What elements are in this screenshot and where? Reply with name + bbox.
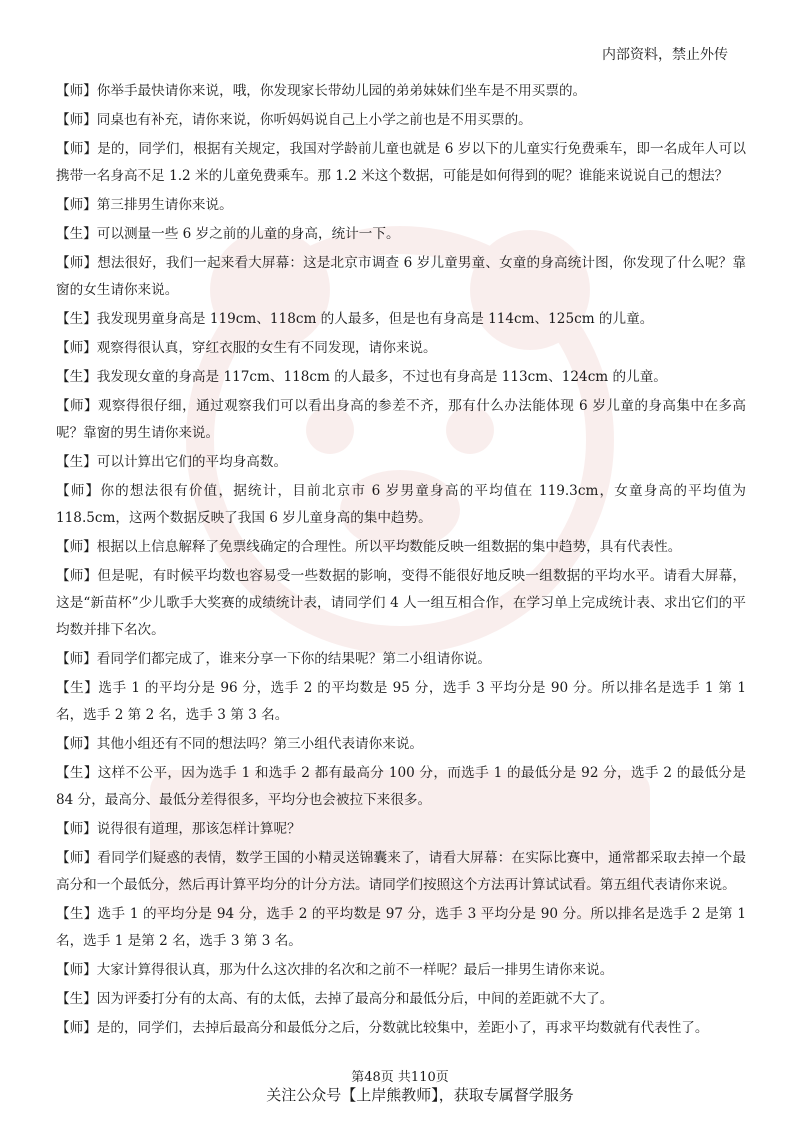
- dialogue-paragraph: [56, 675, 746, 729]
- dialogue-paragraph: [56, 1015, 746, 1042]
- speaker-tag: 【师】: [56, 83, 97, 99]
- dialogue-paragraph: [56, 957, 746, 984]
- paragraph-text: 可以测量一些 6 岁之前的儿童的身高，统计一下。: [96, 226, 400, 242]
- speaker-tag: 【师】: [56, 340, 97, 356]
- paragraph-text: 我发现男童身高是 119cm、118cm 的人最多，但是也有身高是 114cm、125cm 的儿童。: [96, 311, 654, 327]
- paragraph-text: 这样不公平，因为选手 1 和选手 2 都有最高分 100 分，而选手 1 的最低分是 92 分，选手 2 的最低分是 84 分，最高分、最低分差得很多，平均分也会被拉下来很多。: [56, 765, 746, 808]
- speaker-tag: 【师】: [56, 568, 98, 584]
- dialogue-paragraph: [56, 136, 746, 190]
- dialogue-paragraph: [56, 449, 746, 476]
- dialogue-paragraph: [56, 306, 746, 333]
- paragraph-text: 但是呢，有时候平均数也容易受一些数据的影响，变得不能很好地反映一组数据的平均水平。请看大屏幕，这是“新苗杯”少儿歌手大奖赛的成绩统计表，请同学们 4 人一组互相合作，在学习单上完成统计表、求出它们的平均数并排下名次。: [56, 568, 747, 638]
- dialogue-paragraph: [56, 563, 746, 644]
- dialogue-paragraph: [56, 393, 746, 447]
- paragraph-text: 其他小组还有不同的想法吗？第三小组代表请你来说。: [96, 736, 424, 752]
- paragraph-text: 说得很有道理，那该怎样计算呢？: [96, 821, 301, 837]
- speaker-tag: 【师】: [56, 651, 97, 667]
- speaker-tag: 【师】: [56, 141, 98, 157]
- promo-text: 关注公众号【上岸熊教师】，获取专属督学服务: [266, 1086, 574, 1104]
- speaker-tag: 【师】: [56, 821, 97, 837]
- dialogue-paragraph: [56, 364, 746, 391]
- speaker-tag: 【师】: [56, 398, 99, 414]
- paragraph-text: 观察得很认真，穿红衣服的女生有不同发现，请你来说。: [96, 340, 437, 356]
- speaker-tag: 【生】: [56, 369, 97, 385]
- dialogue-paragraph: [56, 816, 746, 843]
- dialogue-paragraph: [56, 901, 746, 955]
- speaker-tag: 【生】: [56, 680, 99, 696]
- paragraph-text: 大家计算得很认真，那为什么这次排的名次和之前不一样呢？最后一排男生请你来说。: [96, 962, 614, 978]
- paragraph-text: 因为评委打分有的太高、有的太低，去掉了最高分和最低分后，中间的差距就不大了。: [96, 991, 614, 1007]
- speaker-tag: 【生】: [56, 765, 98, 781]
- paragraph-text: 可以计算出它们的平均身高数。: [96, 454, 288, 470]
- speaker-tag: 【师】: [56, 197, 97, 213]
- dialogue-paragraph: [56, 192, 746, 219]
- speaker-tag: 【生】: [56, 991, 97, 1007]
- dialogue-transcript: [56, 78, 746, 1044]
- dialogue-paragraph: [56, 845, 746, 899]
- speaker-tag: 【生】: [56, 906, 98, 922]
- paragraph-text: 根据以上信息解释了免票线确定的合理性。所以平均数能反映一组数据的集中趋势，具有代表性。: [96, 539, 682, 555]
- dialogue-paragraph: [56, 107, 746, 134]
- paragraph-text: 看同学们疑惑的表情，数学王国的小精灵送锦囊来了，请看大屏幕：在实际比赛中，通常都采取去掉一个最高分和一个最低分，然后再计算平均分的计分方法。请同学们按照这个方法再计算试试看。第五组代表请你来说。: [56, 850, 747, 893]
- dialogue-paragraph: [56, 221, 746, 248]
- dialogue-paragraph: [56, 78, 746, 105]
- page-number: 第48页 共110页: [351, 1070, 449, 1085]
- speaker-tag: 【师】: [56, 539, 97, 555]
- paragraph-text: 选手 1 的平均分是 94 分，选手 2 的平均数是 97 分，选手 3 平均分是 90 分。所以排名是选手 2 是第 1 名，选手 1 是第 2 名，选手 3 第 3 名。: [56, 906, 746, 949]
- paragraph-text: 选手 1 的平均分是 96 分，选手 2 的平均数是 95 分，选手 3 平均分是 90 分。所以排名是选手 1 第 1 名，选手 2 第 2 名，选手 3 第 3 名。: [56, 680, 746, 723]
- paragraph-text: 想法很好，我们一起来看大屏幕：这是北京市调查 6 岁儿童男童、女童的身高统计图，你发现了什么呢？靠窗的女生请你来说。: [56, 255, 747, 298]
- dialogue-paragraph: [56, 478, 746, 532]
- paragraph-text: 你举手最快请你来说，哦，你发现家长带幼儿园的弟弟妹妹们坐车是不用买票的。: [96, 83, 587, 99]
- confidential-note: 内部资料，禁止外传: [602, 47, 728, 63]
- speaker-tag: 【师】: [56, 112, 97, 128]
- paragraph-text: 第三排男生请你来说。: [96, 197, 233, 213]
- dialogue-paragraph: [56, 335, 746, 362]
- speaker-tag: 【师】: [56, 850, 98, 866]
- speaker-tag: 【师】: [56, 736, 97, 752]
- paragraph-text: 观察得很仔细，通过观察我们可以看出身高的参差不齐，那有什么办法能体现 6 岁儿童的身高集中在多高呢？靠窗的男生请你来说。: [56, 398, 747, 441]
- dialogue-paragraph: [56, 986, 746, 1013]
- paragraph-text: 我发现女童的身高是 117cm、118cm 的人最多，不过也有身高是 113cm、124cm 的儿童。: [96, 369, 667, 385]
- dialogue-paragraph: [56, 760, 746, 814]
- speaker-tag: 【生】: [56, 226, 97, 242]
- paragraph-text: 看同学们都完成了，谁来分享一下你的结果呢？第二小组请你说。: [96, 651, 491, 667]
- dialogue-paragraph: [56, 731, 746, 758]
- speaker-tag: 【生】: [56, 454, 97, 470]
- paragraph-text: 同桌也有补充，请你来说，你听妈妈说自己上小学之前也是不用买票的。: [96, 112, 532, 128]
- speaker-tag: 【师】: [56, 962, 97, 978]
- dialogue-paragraph: [56, 250, 746, 304]
- paragraph-text: 是的，同学们，根据有关规定，我国对学龄前儿童也就是 6 岁以下的儿童实行免费乘车，即一名成年人可以携带一名身高不足 1.2 米的儿童免费乘车。那 1.2 米这个数据，可能是如何得到的呢？谁能来说说自己的想法？: [56, 141, 747, 184]
- paragraph-text: 你的想法很有价值，据统计，目前北京市 6 岁男童身高的平均值在 119.3cm，女童身高的平均值为 118.5cm，这两个数据反映了我国 6 岁儿童身高的集中趋势。: [56, 483, 747, 526]
- speaker-tag: 【师】: [56, 255, 98, 271]
- speaker-tag: 【师】: [56, 1020, 97, 1036]
- dialogue-paragraph: [56, 646, 746, 673]
- speaker-tag: 【师】: [56, 483, 101, 499]
- dialogue-paragraph: [56, 534, 746, 561]
- speaker-tag: 【生】: [56, 311, 97, 327]
- paragraph-text: 是的，同学们，去掉后最高分和最低分之后，分数就比较集中，差距小了，再求平均数就有代表性了。: [96, 1020, 709, 1036]
